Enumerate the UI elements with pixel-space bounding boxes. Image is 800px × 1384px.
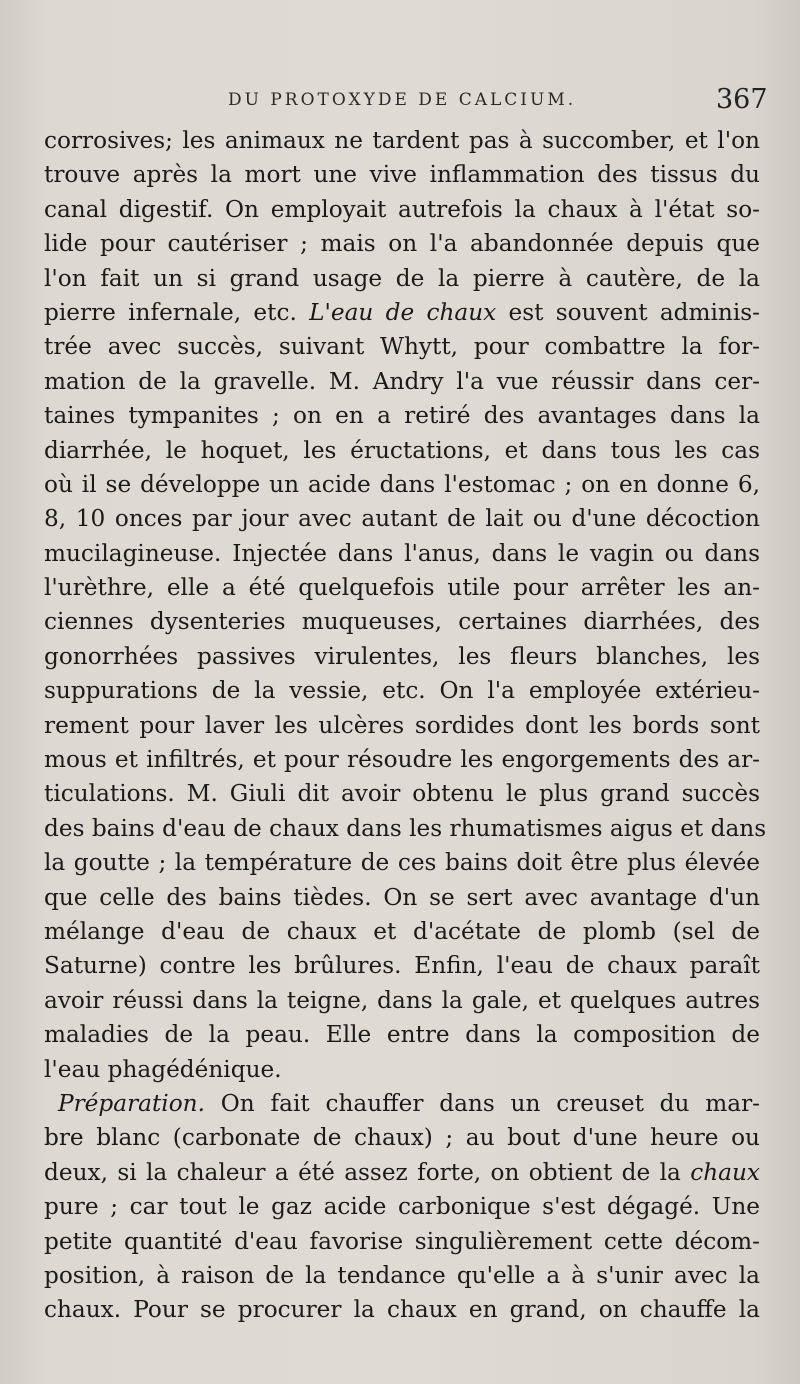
text-line: mation de la gravelle. M. Andry l'a vue réussir dans cer- — [44, 367, 760, 395]
text-line: diarrhée, le hoquet, les éructations, et dans tous les cas — [44, 436, 760, 464]
text-line: ticulations. M. Giuli dit avoir obtenu le plus grand succès — [44, 780, 760, 808]
text-line — [44, 296, 760, 330]
text-line: lide pour cautériser ; mais on l'a abandonnée depuis que — [44, 230, 760, 258]
text-line: taines tympanites ; on en a retiré des avantages dans la — [44, 402, 760, 430]
text-line: canal digestif. On employait autrefois la chaux à l'état so- — [44, 195, 760, 223]
text-line: que celle des bains tièdes. On se sert avec avantage d'un — [44, 883, 760, 911]
text-line: position, à raison de la tendance qu'elle a à s'unir avec la — [44, 1261, 760, 1289]
page-number: 367 — [716, 84, 768, 115]
text-line: mélange d'eau de chaux et d'acétate de plomb (sel de — [44, 917, 760, 945]
italic-term: L'eau de chaux — [309, 298, 497, 326]
text-line: corrosives; les animaux ne tardent pas à succomber, et l'on — [44, 127, 760, 154]
text-line: gonorrhées passives virulentes, les fleurs blanches, les — [44, 642, 760, 670]
text-line: trée avec succès, suivant Whytt, pour combattre la for- — [44, 333, 760, 361]
section-heading: Préparation. — [58, 1089, 205, 1117]
running-title: DU PROTOXYDE DE CALCIUM. — [228, 90, 577, 110]
text-line: mous et infiltrés, et pour résoudre les engorgements des ar- — [44, 746, 760, 774]
text-line: 8, 10 onces par jour avec autant de lait ou d'une décoction — [44, 505, 760, 533]
text-line: mucilagineuse. Injectée dans l'anus, dans le vagin ou dans — [44, 539, 760, 567]
text-segment: On fait chauffer dans un creuset du mar- — [220, 1089, 760, 1117]
text-line: la goutte ; la température de ces bains doit être plus élevée — [44, 849, 760, 877]
running-head — [0, 84, 800, 118]
text-line: l'urèthre, elle a été quelquefois utile pour arrêter les an- — [44, 574, 760, 602]
text-line: l'eau phagédénique. — [44, 1055, 282, 1083]
text-line: des bains d'eau de chaux dans les rhumatismes aigus et dans — [44, 814, 767, 842]
text-line: avoir réussi dans la teigne, dans la gale, et quelques autres — [44, 986, 760, 1014]
text-line — [44, 1087, 760, 1121]
text-line: rement pour laver les ulcères sordides dont les bords sont — [44, 711, 760, 739]
text-line: où il se développe un acide dans l'estomac ; on en donne 6, — [44, 470, 760, 498]
body-text — [44, 124, 767, 1328]
text-line: pure ; car tout le gaz acide carbonique s'est dégagé. Une — [44, 1193, 760, 1221]
text-line: suppurations de la vessie, etc. On l'a employée extérieu- — [44, 677, 760, 705]
text-line: chaux. Pour se procurer la chaux en grand, on chauffe la — [44, 1296, 760, 1324]
text-line: ciennes dysenteries muqueuses, certaines diarrhées, des — [44, 608, 760, 636]
italic-term: chaux — [690, 1158, 760, 1186]
text-line: petite quantité d'eau favorise singulièrement cette décom- — [44, 1227, 760, 1255]
text-line — [44, 1156, 760, 1190]
text-line: trouve après la mort une vive inflammation des tissus du — [44, 161, 760, 189]
text-segment: est souvent adminis- — [508, 298, 761, 326]
text-segment: deux, si la chaleur a été assez forte, on obtient de la — [44, 1158, 681, 1186]
text-line: maladies de la peau. Elle entre dans la composition de — [44, 1021, 760, 1049]
text-segment: pierre infernale, etc. — [44, 298, 297, 326]
text-line: bre blanc (carbonate de chaux) ; au bout d'une heure ou — [44, 1124, 760, 1152]
text-line: l'on fait un si grand usage de la pierre à cautère, de la — [44, 264, 760, 292]
text-line: Saturne) contre les brûlures. Enfin, l'eau de chaux paraît — [44, 952, 760, 980]
